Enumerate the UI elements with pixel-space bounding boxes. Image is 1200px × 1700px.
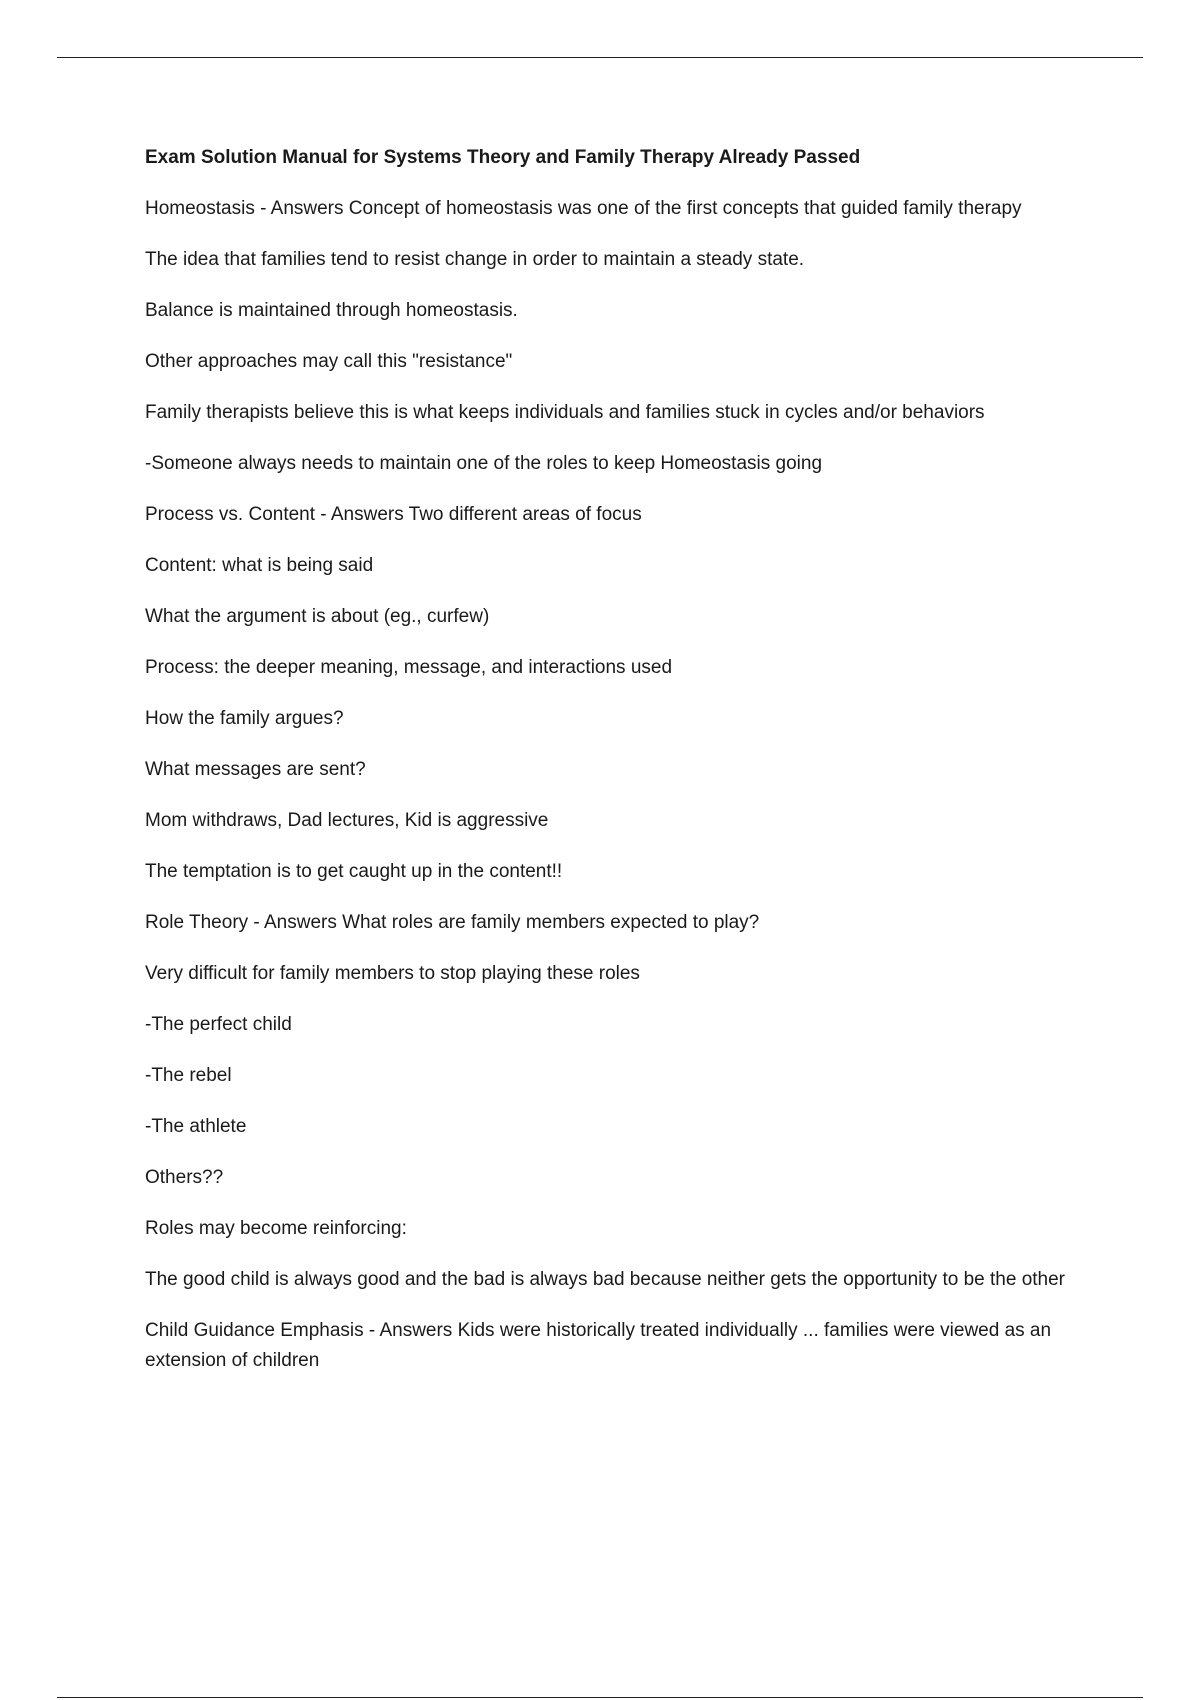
paragraph: Mom withdraws, Dad lectures, Kid is aggressive bbox=[145, 810, 549, 831]
paragraph: What the argument is about (eg., curfew) bbox=[145, 606, 490, 627]
paragraph: Other approaches may call this "resistance" bbox=[145, 351, 513, 372]
page-top-rule bbox=[57, 57, 1143, 58]
paragraph: Others?? bbox=[145, 1167, 224, 1188]
paragraph: How the family argues? bbox=[145, 708, 344, 729]
paragraph: The good child is always good and the bad is always bad because neither gets the opportunity to be the other bbox=[145, 1269, 1065, 1290]
paragraph: What messages are sent? bbox=[145, 759, 366, 780]
document-title: Exam Solution Manual for Systems Theory and Family Therapy Already Passed bbox=[145, 147, 861, 168]
paragraph-child-guidance-emphasis: Child Guidance Emphasis - Answers Kids were historically treated individually ... families were viewed as an extension of children bbox=[145, 1320, 1052, 1371]
paragraph: Family therapists believe this is what keeps individuals and families stuck in cycles and/or behaviors bbox=[145, 402, 985, 423]
paragraph-role-theory: Role Theory - Answers What roles are family members expected to play? bbox=[145, 912, 760, 933]
paragraph: Content: what is being said bbox=[145, 555, 374, 576]
list-item-role: -The rebel bbox=[145, 1065, 232, 1086]
paragraph: Balance is maintained through homeostasis. bbox=[145, 300, 518, 321]
paragraph: The temptation is to get caught up in the content!! bbox=[145, 861, 563, 882]
page-bottom-rule bbox=[57, 1697, 1143, 1698]
paragraph: The idea that families tend to resist change in order to maintain a steady state. bbox=[145, 249, 805, 270]
list-item-role: -The perfect child bbox=[145, 1014, 292, 1035]
paragraph: Roles may become reinforcing: bbox=[145, 1218, 407, 1239]
paragraph: Process: the deeper meaning, message, and interactions used bbox=[145, 657, 673, 678]
document-body bbox=[145, 143, 1090, 1397]
paragraph: -Someone always needs to maintain one of the roles to keep Homeostasis going bbox=[145, 453, 823, 474]
paragraph: Very difficult for family members to stop playing these roles bbox=[145, 963, 640, 984]
paragraph-process-vs-content: Process vs. Content - Answers Two different areas of focus bbox=[145, 504, 642, 525]
list-item-role: -The athlete bbox=[145, 1116, 247, 1137]
paragraph-homeostasis-definition: Homeostasis - Answers Concept of homeostasis was one of the first concepts that guided family therapy bbox=[145, 198, 1022, 219]
